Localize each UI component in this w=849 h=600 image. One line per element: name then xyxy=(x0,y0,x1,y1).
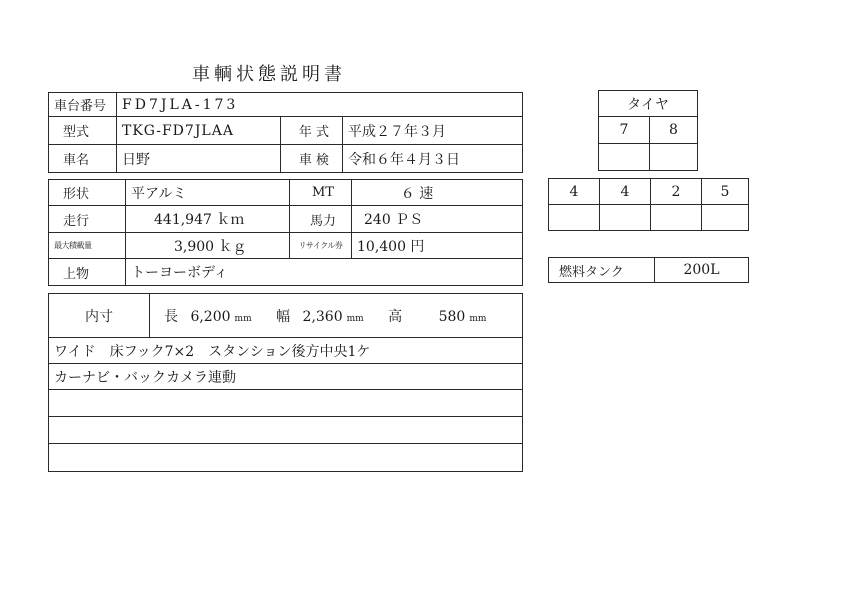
dimensions-values xyxy=(150,294,523,338)
note-row: カーナビ・バックカメラ連動 xyxy=(49,364,523,390)
height-unit: mm xyxy=(469,313,487,324)
document-title: 車輌状態説明書 xyxy=(192,64,346,85)
chassis-value: FD7JLA-173 xyxy=(117,93,523,117)
tire-rear-1: 4 xyxy=(549,179,600,205)
fuel-label: 燃料タンク xyxy=(549,258,655,283)
height-label: 高 xyxy=(388,308,403,325)
chassis-label: 車台番号 xyxy=(49,93,117,117)
recycle-label: リサイクル券 xyxy=(290,233,352,259)
tire-front-right-sub xyxy=(650,144,698,171)
note-row xyxy=(49,390,523,417)
capacity-label: 最大積載量 xyxy=(49,233,126,259)
recycle-value: 10,400 円 xyxy=(352,233,523,259)
dimensions-label: 内寸 xyxy=(49,294,150,338)
year-value: 平成２７年３月 xyxy=(343,117,523,145)
note-row xyxy=(49,444,523,472)
tire-front-left: 7 xyxy=(599,117,650,144)
tire-rear-3-sub xyxy=(651,205,702,231)
fuel-tank-table xyxy=(548,257,749,283)
mileage-value: 441,947 ｋｍ xyxy=(126,206,290,233)
model-label: 型式 xyxy=(49,117,117,145)
power-value: 240 ＰＳ xyxy=(352,206,523,233)
fuel-value: 200L xyxy=(655,258,749,283)
tire-rear-2-sub xyxy=(600,205,651,231)
tire-rear-4-sub xyxy=(702,205,749,231)
tire-rear-3: 2 xyxy=(651,179,702,205)
specs-table xyxy=(48,179,523,286)
note-row: ワイド 床フック7×2 スタンション後方中央1ケ xyxy=(49,338,523,364)
shape-label: 形状 xyxy=(49,180,126,206)
dimensions-notes-table xyxy=(48,293,523,472)
note-row xyxy=(49,417,523,444)
inspection-label: 車 検 xyxy=(281,145,343,173)
body-value: トーヨーボディ xyxy=(126,259,523,286)
power-label: 馬力 xyxy=(290,206,352,233)
tire-front-left-sub xyxy=(599,144,650,171)
inspection-value: 令和６年４月３日 xyxy=(343,145,523,173)
tire-front-right: 8 xyxy=(650,117,698,144)
tire-front-table xyxy=(598,90,698,171)
capacity-value: 3,900 ｋｇ xyxy=(126,233,290,259)
width-value: 2,360 xyxy=(302,308,343,325)
tire-header: タイヤ xyxy=(599,91,698,117)
tire-rear-table xyxy=(548,178,749,231)
shape-value: 平アルミ xyxy=(126,180,290,206)
year-label: 年 式 xyxy=(281,117,343,145)
length-value: 6,200 xyxy=(190,308,231,325)
width-unit: mm xyxy=(346,313,364,324)
tire-rear-4: 5 xyxy=(702,179,749,205)
model-value: TKG-FD7JLAA xyxy=(117,117,281,145)
name-label: 車名 xyxy=(49,145,117,173)
height-value: 580 xyxy=(438,308,466,325)
tire-rear-1-sub xyxy=(549,205,600,231)
transmission-value: ６ 速 xyxy=(352,180,523,206)
mileage-label: 走行 xyxy=(49,206,126,233)
body-label: 上物 xyxy=(49,259,126,286)
name-value: 日野 xyxy=(117,145,281,173)
transmission-label: MT xyxy=(290,180,352,206)
width-label: 幅 xyxy=(276,308,291,325)
length-unit: mm xyxy=(234,313,252,324)
tire-rear-2: 4 xyxy=(600,179,651,205)
vehicle-info-table xyxy=(48,92,523,173)
length-label: 長 xyxy=(164,308,178,325)
